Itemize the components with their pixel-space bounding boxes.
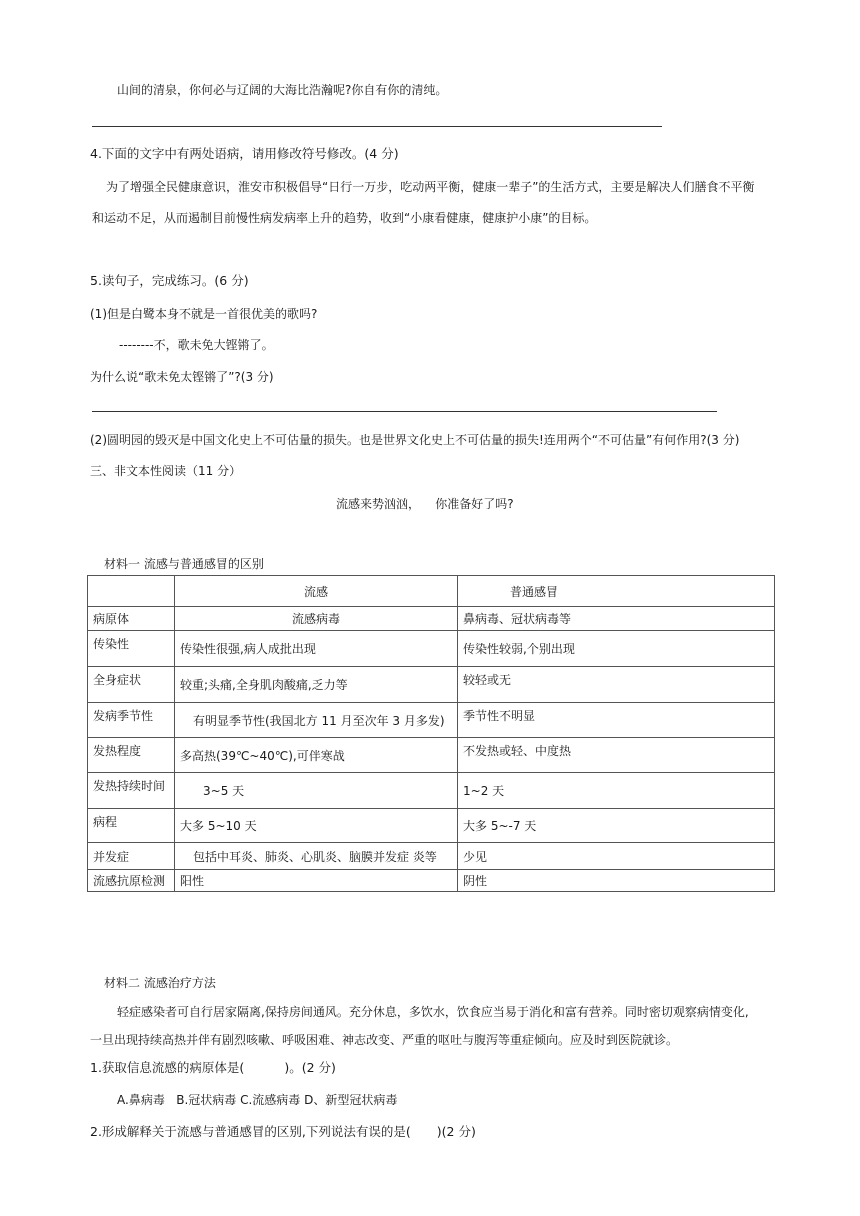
flu-cell: 大多 5~10 天 — [175, 809, 458, 843]
row-label: 传染性 — [88, 631, 175, 667]
row-label: 流感抗原检测 — [88, 870, 175, 892]
table-row — [88, 870, 775, 892]
row-label: 病原体 — [88, 607, 175, 631]
row-label: 发热程度 — [88, 738, 175, 773]
article-title: 流感来势汹汹， 你准备好了吗? — [336, 497, 514, 511]
q5-item1-question: 为什么说“歌未免太铿锵了”?(3 分) — [90, 370, 274, 384]
material2-title: 材料二 流感治疗方法 — [104, 976, 216, 990]
table-row — [88, 773, 775, 809]
row-label: 并发症 — [88, 843, 175, 870]
mq1-title-start: 1.获取信息流感的病原体是( — [90, 1060, 245, 1075]
flu-cell: 包括中耳炎、肺炎、心肌炎、脑膜并发症 炎等 — [175, 843, 458, 870]
q4-title: 4.下面的文字中有两处语病，请用修改符号修改。(4 分) — [90, 146, 399, 161]
mq2-question — [90, 1124, 476, 1140]
cold-cell: 阴性 — [458, 870, 775, 892]
q5-item1: (1)但是白鹭本身不就是一首很优美的歌吗? — [90, 307, 318, 321]
section-heading: 三、非文本性阅读（11 分） — [90, 464, 242, 478]
cold-cell: 传染性较弱,个别出现 — [458, 631, 775, 667]
cold-cell: 1~2 天 — [458, 773, 775, 809]
table-row — [88, 843, 775, 870]
q4-paragraph-line1: 为了增强全民健康意识，淮安市积极倡导“日行一万步，吃动两平衡，健康一辈子”的生活方式，主要是解决人们膳食不平衡 — [106, 180, 755, 194]
flu-cell: 3~5 天 — [175, 773, 458, 809]
quote-line: 山间的清泉，你何必与辽阔的大海比浩瀚呢?你自有你的清纯。 — [117, 83, 448, 97]
material2-paragraph-line2: 一旦出现持续高热并伴有剧烈咳嗽、呼吸困难、神志改变、严重的呕吐与腹泻等重症倾向。应及时到医院就诊。 — [90, 1033, 679, 1047]
row-label: 发病季节性 — [88, 703, 175, 738]
flu-cell: 较重;头痛,全身肌肉酸痛,乏力等 — [175, 667, 458, 703]
header-cell — [88, 576, 175, 607]
answer-line — [92, 411, 717, 412]
cold-cell: 不发热或轻、中度热 — [458, 738, 775, 773]
table-row — [88, 738, 775, 773]
table-row — [88, 809, 775, 843]
row-label: 病程 — [88, 809, 175, 843]
cold-cell: 较轻或无 — [458, 667, 775, 703]
q5-item1-quote: --------不，歌未免大铿锵了。 — [119, 338, 274, 352]
q5-item2: (2)圆明园的毁灭是中国文化史上不可估量的损失。也是世界文化史上不可估量的损失!连用两个“不可估量”有何作用?(3 分) — [90, 433, 740, 447]
material2-paragraph-line1: 轻症感染者可自行居家隔离,保持房间通风。充分休息，多饮水，饮食应当易于消化和富有营养。同时密切观察病情变化, — [117, 1005, 749, 1019]
table-row — [88, 703, 775, 738]
flu-cell: 多高热(39℃~40℃),可伴寒战 — [175, 738, 458, 773]
table-row — [88, 667, 775, 703]
table-row — [88, 607, 775, 631]
row-label: 发热持续时间 — [88, 773, 175, 809]
mq1-question — [90, 1060, 336, 1076]
table-row — [88, 631, 775, 667]
header-cell: 普通感冒 — [458, 576, 775, 607]
material1-caption: 材料一 流感与普通感冒的区别 — [104, 557, 264, 571]
row-label: 全身症状 — [88, 667, 175, 703]
cold-cell: 季节性不明显 — [458, 703, 775, 738]
answer-line — [92, 126, 662, 127]
mq2-title-end: )(2 分) — [436, 1124, 476, 1139]
flu-cell: 传染性很强,病人成批出现 — [175, 631, 458, 667]
table-header-row — [88, 576, 775, 607]
flu-cell: 有明显季节性(我国北方 11 月至次年 3 月多发) — [175, 703, 458, 738]
cold-cell: 鼻病毒、冠状病毒等 — [458, 607, 775, 631]
q4-paragraph-line2: 和运动不足，从而遏制目前慢性病发病率上升的趋势，收到“小康看健康，健康护小康”的目标。 — [92, 211, 597, 225]
mq1-options: A.鼻病毒 B.冠状病毒 C.流感病毒 D、新型冠状病毒 — [117, 1093, 398, 1107]
flu-cell: 阳性 — [175, 870, 458, 892]
cold-cell: 少见 — [458, 843, 775, 870]
cold-cell: 大多 5~-7 天 — [458, 809, 775, 843]
mq1-title-end: )。(2 分) — [284, 1060, 336, 1075]
q5-title: 5.读句子，完成练习。(6 分) — [90, 273, 249, 288]
flu-cell: 流感病毒 — [175, 607, 458, 631]
header-cell: 流感 — [175, 576, 458, 607]
comparison-table — [87, 575, 775, 892]
mq2-title-start: 2.形成解释关于流感与普通感冒的区别,下列说法有误的是( — [90, 1124, 411, 1139]
